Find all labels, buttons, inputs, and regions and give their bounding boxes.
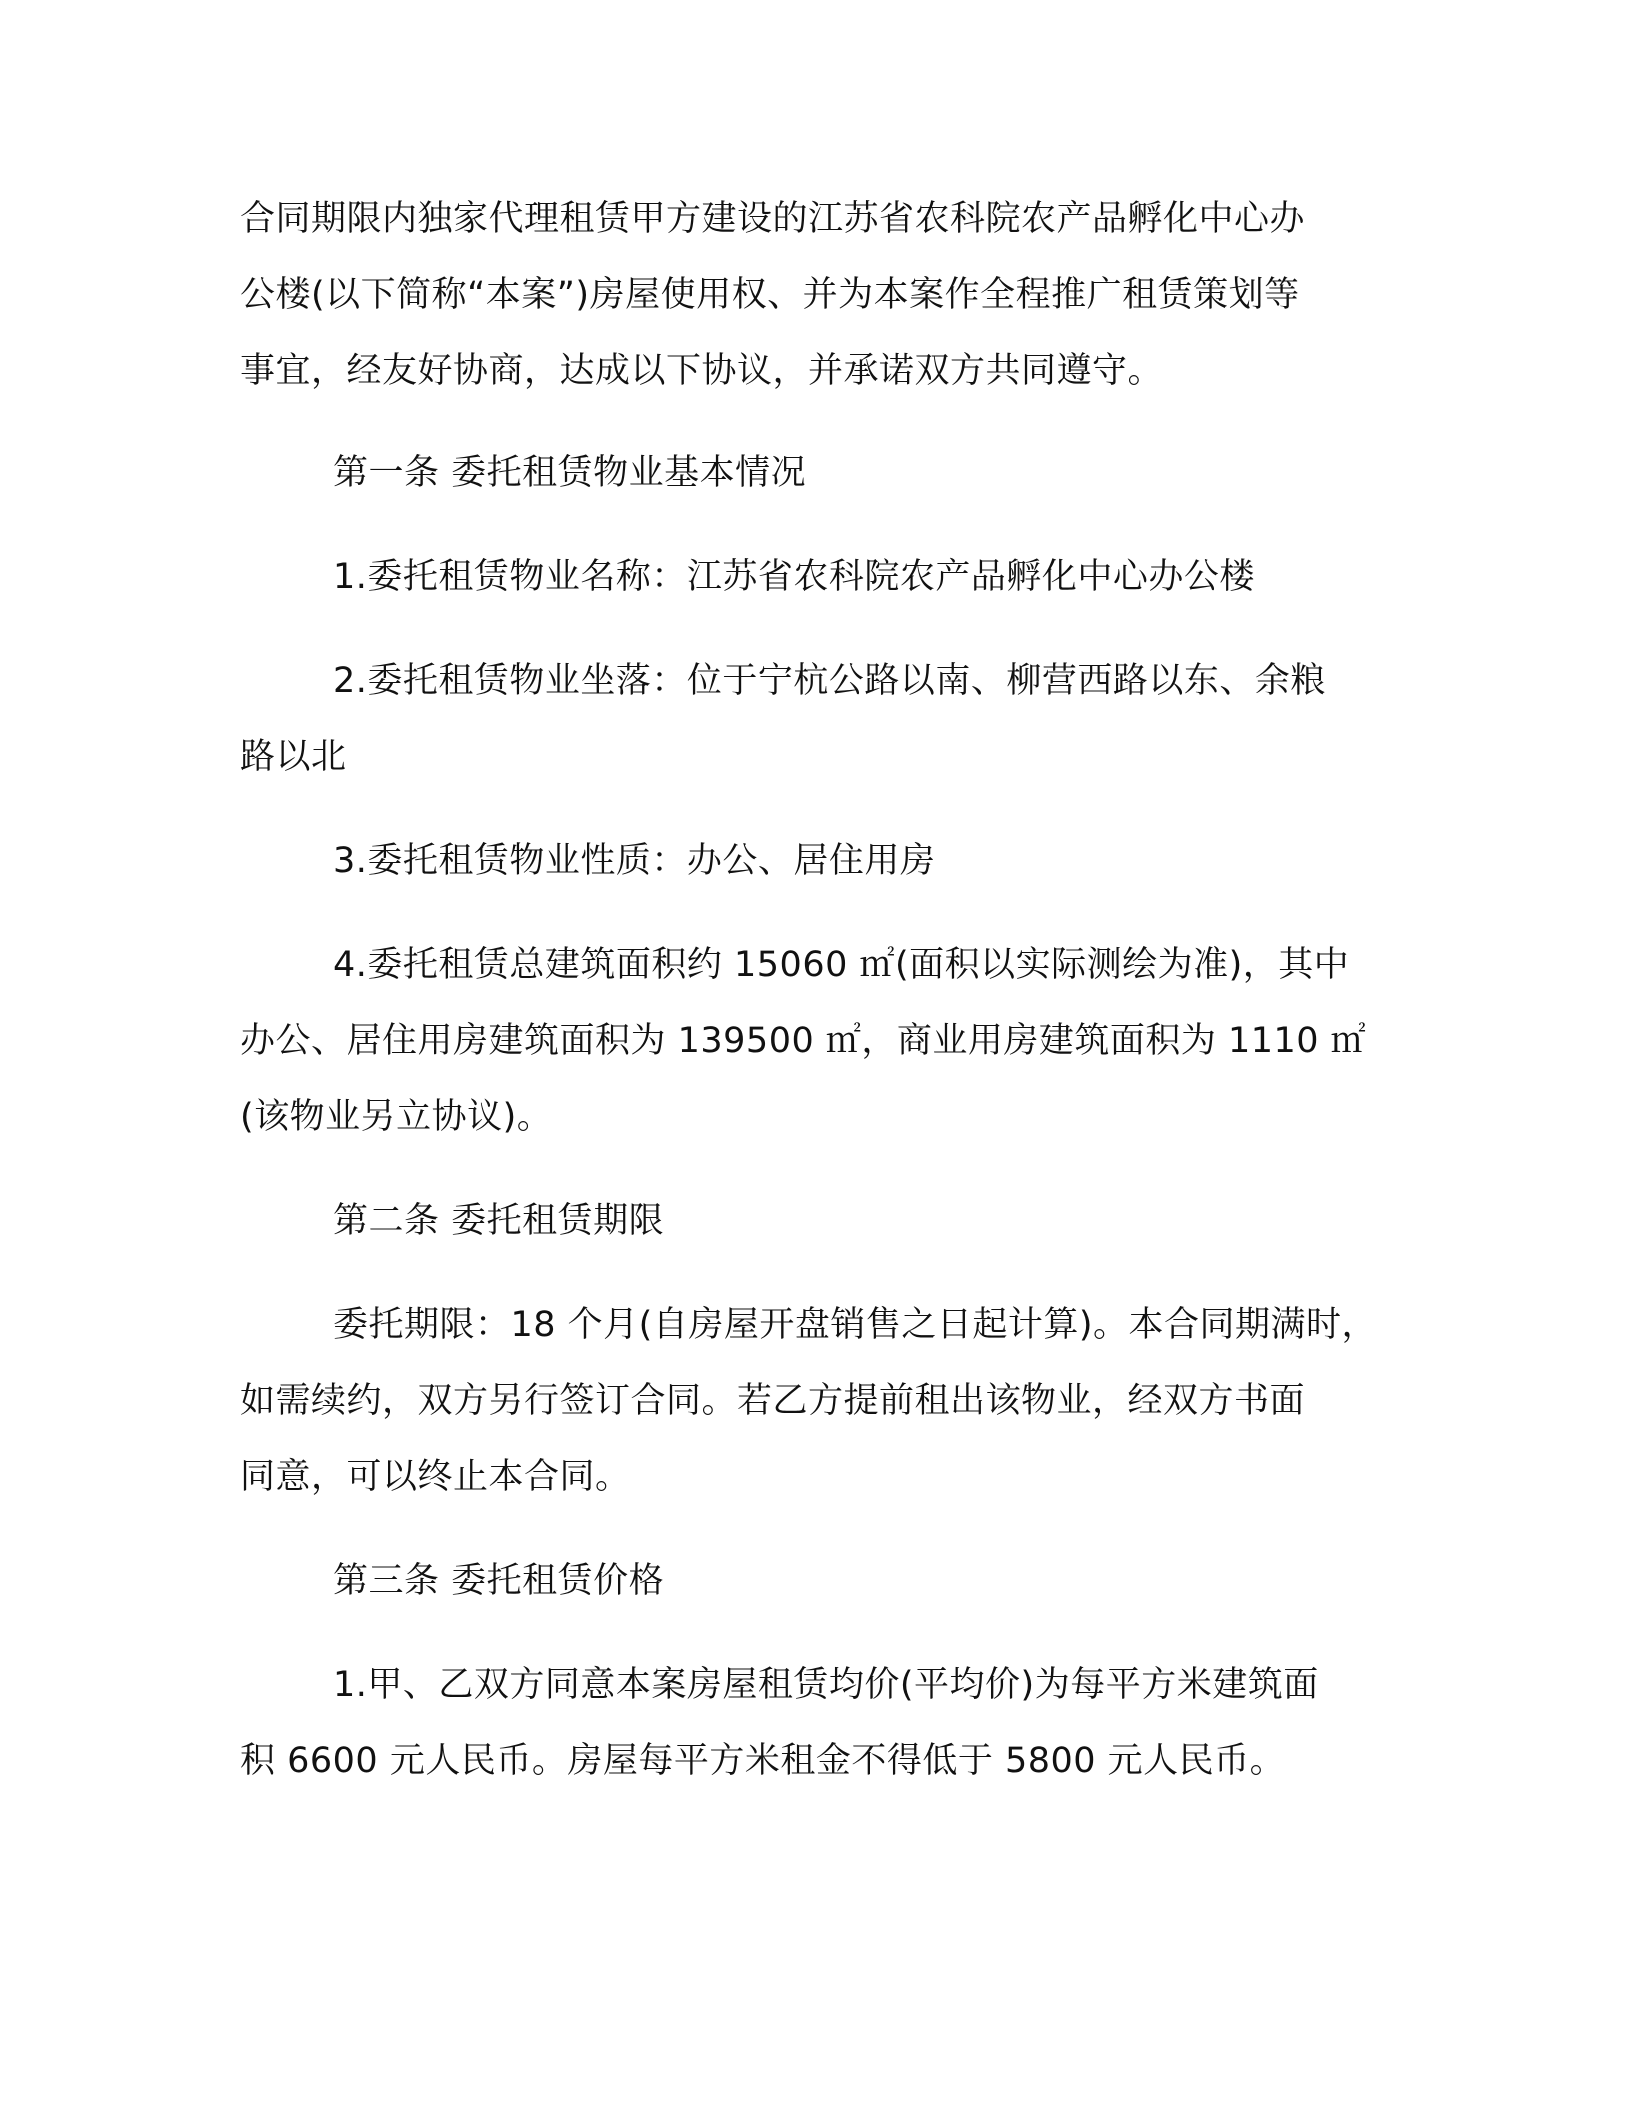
article-3-heading: 第三条 委托租赁价格 — [333, 1561, 665, 1601]
paragraph-intro-line-1: 合同期限内独家代理租赁甲方建设的江苏省农科院农产品孵化中心办 — [240, 199, 1306, 239]
article-1-item-4-line-2: 办公、居住用房建筑面积为 139500 ㎡，商业用房建筑面积为 1110 ㎡ — [240, 1021, 1367, 1061]
article-1-item-4-line-1: 4.委托租赁总建筑面积约 15060 ㎡(面积以实际测绘为准)，其中 — [333, 945, 1350, 985]
article-1-item-2-line-1: 2.委托租赁物业坐落：位于宁杭公路以南、柳营西路以东、余粮 — [333, 661, 1326, 701]
paragraph-intro-line-3: 事宜，经友好协商，达成以下协议，并承诺双方共同遵守。 — [240, 351, 1164, 391]
paragraph-intro-line-2: 公楼(以下简称“本案”)房屋使用权、并为本案作全程推广租赁策划等 — [240, 275, 1300, 315]
article-3-item-1-line-1: 1.甲、乙双方同意本案房屋租赁均价(平均价)为每平方米建筑面 — [333, 1665, 1319, 1705]
article-2-term-line-2: 如需续约，双方另行签订合同。若乙方提前租出该物业，经双方书面 — [240, 1381, 1306, 1421]
article-1-item-1: 1.委托租赁物业名称：江苏省农科院农产品孵化中心办公楼 — [333, 557, 1255, 597]
article-1-item-3: 3.委托租赁物业性质：办公、居住用房 — [333, 841, 936, 881]
article-1-heading: 第一条 委托租赁物业基本情况 — [333, 453, 807, 493]
article-2-term-line-1: 委托期限：18 个月(自房屋开盘销售之日起计算)。本合同期满时， — [333, 1305, 1377, 1345]
article-3-item-1-line-2: 积 6600 元人民币。房屋每平方米租金不得低于 5800 元人民币。 — [240, 1741, 1286, 1781]
article-1-item-4-line-3: (该物业另立协议)。 — [240, 1097, 553, 1137]
article-2-heading: 第二条 委托租赁期限 — [333, 1201, 665, 1241]
article-1-item-2-line-2: 路以北 — [240, 737, 347, 777]
article-2-term-line-3: 同意，可以终止本合同。 — [240, 1457, 631, 1497]
